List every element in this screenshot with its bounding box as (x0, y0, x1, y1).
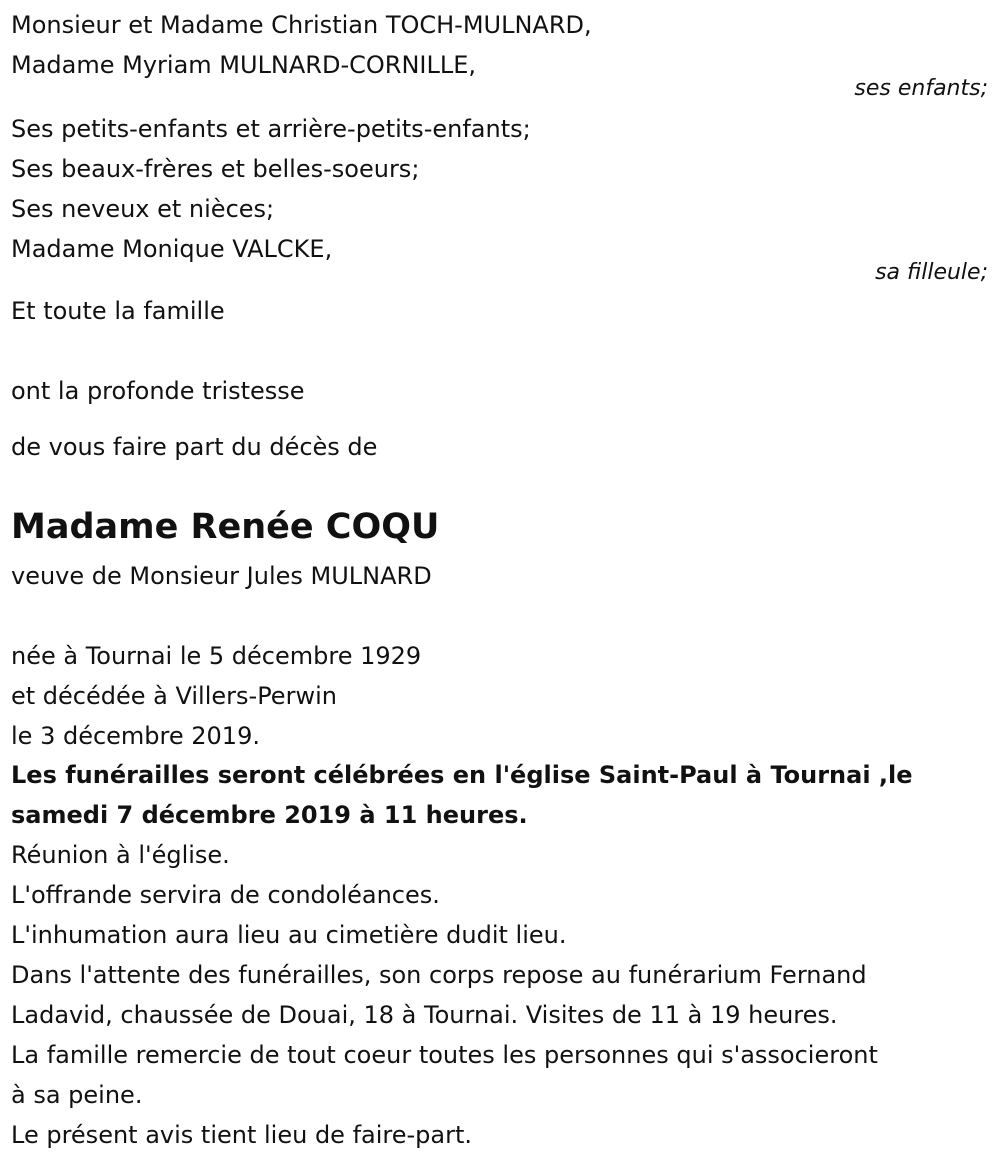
family-line-7: Et toute la famille (11, 297, 225, 325)
funeral-attente-line-2: Ladavid, chaussée de Douai, 18 à Tournai. Visites de 11 à 19 heures. (11, 1001, 838, 1029)
funeral-offrande: L'offrande servira de condoléances. (11, 881, 440, 909)
family-line-6: Madame Monique VALCKE, (11, 235, 333, 263)
thanks-line-2: à sa peine. (11, 1081, 143, 1109)
funeral-bold-line-1: Les funérailles seront célébrées en l'église Saint-Paul à Tournai ,le (11, 761, 913, 789)
family-line-2: Madame Myriam MULNARD-CORNILLE, (11, 51, 477, 79)
family-line-1: Monsieur et Madame Christian TOCH-MULNARD, (11, 11, 592, 39)
death-place: et décédée à Villers-Perwin (11, 682, 337, 710)
role-goddaughter: sa filleule; (875, 260, 988, 285)
funeral-bold-line-2: samedi 7 décembre 2019 à 11 heures. (11, 801, 528, 829)
announcement-line-2: de vous faire part du décès de (11, 433, 378, 461)
death-date: le 3 décembre 2019. (11, 722, 260, 750)
funeral-inhumation: L'inhumation aura lieu au cimetière dudit lieu. (11, 921, 567, 949)
announcement-line-1: ont la profonde tristesse (11, 377, 305, 405)
role-children: ses enfants; (854, 76, 988, 101)
widow-of: veuve de Monsieur Jules MULNARD (11, 562, 432, 590)
birth-info: née à Tournai le 5 décembre 1929 (11, 642, 422, 670)
funeral-attente-line-1: Dans l'attente des funérailles, son corps repose au funérarium Fernand (11, 961, 867, 989)
notice-statement: Le présent avis tient lieu de faire-part. (11, 1121, 473, 1149)
family-line-5: Ses neveux et nièces; (11, 195, 275, 223)
family-line-3: Ses petits-enfants et arrière-petits-enfants; (11, 115, 531, 143)
funeral-reunion: Réunion à l'église. (11, 841, 230, 869)
deceased-name: Madame Renée COQU (11, 507, 440, 547)
thanks-line-1: La famille remercie de tout coeur toutes les personnes qui s'associeront (11, 1041, 878, 1069)
family-line-4: Ses beaux-frères et belles-soeurs; (11, 155, 420, 183)
